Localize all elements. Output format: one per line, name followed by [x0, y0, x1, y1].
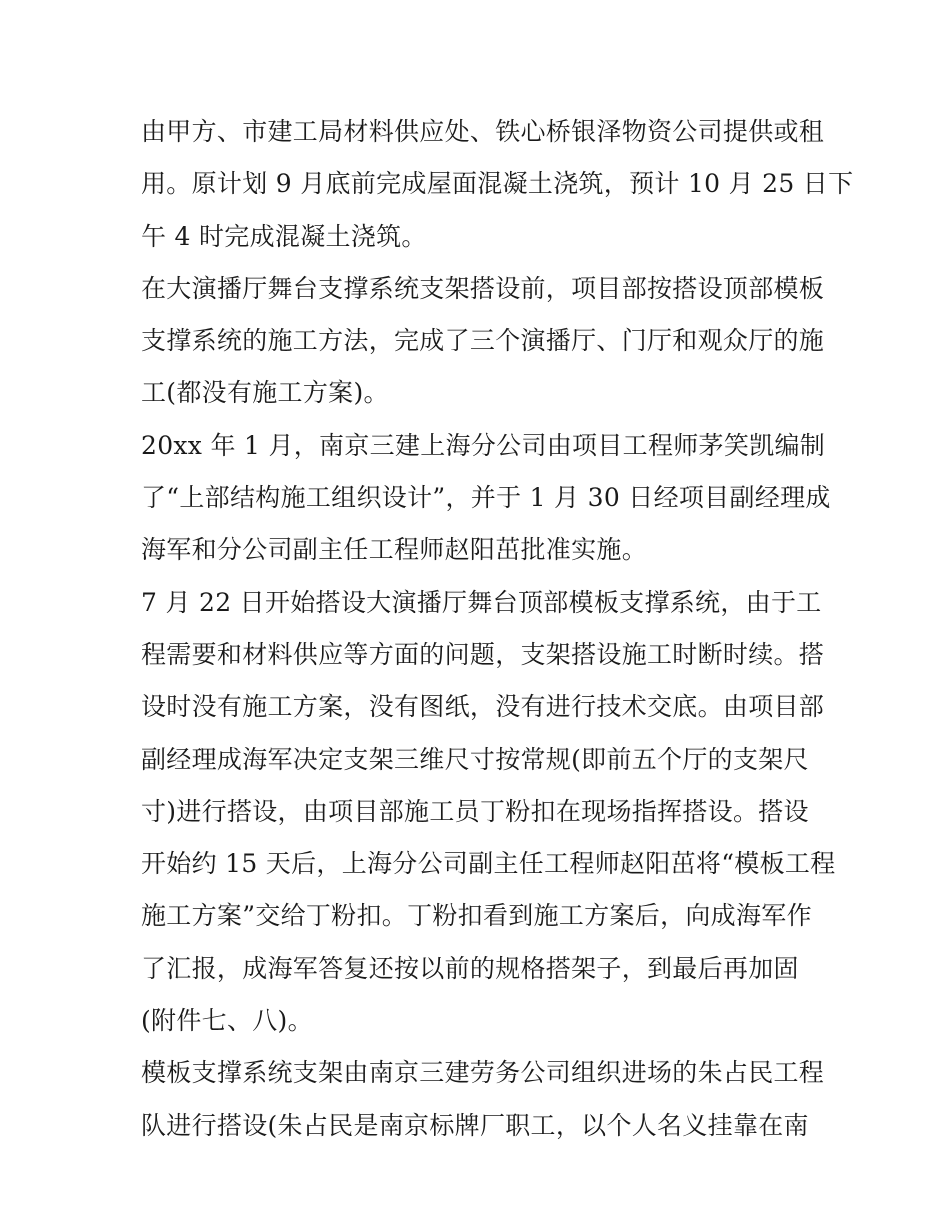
text-line: 在大演播厅舞台支撑系统支架搭设前，项目部按搭设顶部模板: [141, 273, 825, 303]
document-body: [141, 106, 854, 1152]
text-line: 副经理成海军决定支架三维尺寸按常规(即前五个厅的支架尺: [141, 744, 809, 774]
text-line: 7 月 22 日开始搭设大演播厅舞台顶部模板支撑系统，由于工: [141, 587, 822, 617]
text-line: 支撑系统的施工方法，完成了三个演播厅、门厅和观众厅的施: [141, 326, 825, 356]
text-line: 了汇报，成海军答复还按以前的规格搭架子，到最后再加固: [141, 953, 799, 983]
text-line: 队进行搭设(朱占民是南京标牌厂职工，以个人名义挂靠在南: [141, 1110, 809, 1140]
text-line: (附件七、八)。: [141, 1006, 313, 1036]
text-line: 施工方案”交给丁粉扣。丁粉扣看到施工方案后，向成海军作: [141, 901, 812, 931]
text-line: 程需要和材料供应等方面的问题，支架搭设施工时断时续。搭: [141, 639, 825, 669]
text-line: 海军和分公司副主任工程师赵阳茁批准实施。: [141, 535, 648, 565]
text-line: 由甲方、市建工局材料供应处、铁心桥银泽物资公司提供或租: [141, 117, 825, 146]
text-line: 了“上部结构施工组织设计”，并于 1 月 30 日经项目副经理成: [141, 483, 831, 513]
text-line: 开始约 15 天后，上海分公司副主任工程师赵阳茁将“模板工程: [141, 849, 836, 879]
text-line: 用。原计划 9 月底前完成屋面混凝土浇筑，预计 10 月 25 日下: [141, 169, 854, 199]
text-line: 20xx 年 1 月，南京三建上海分公司由项目工程师茅笑凯编制: [141, 430, 826, 460]
text-line: 工(都没有施工方案)。: [141, 378, 389, 408]
text-line: 寸)进行搭设，由项目部施工员丁粉扣在现场指挥搭设。搭设: [141, 796, 809, 826]
text-line: 午 4 时完成混凝土浇筑。: [141, 221, 427, 251]
text-line: 模板支撑系统支架由南京三建劳务公司组织进场的朱占民工程: [141, 1058, 825, 1088]
text-line: 设时没有施工方案，没有图纸，没有进行技术交底。由项目部: [141, 692, 825, 722]
